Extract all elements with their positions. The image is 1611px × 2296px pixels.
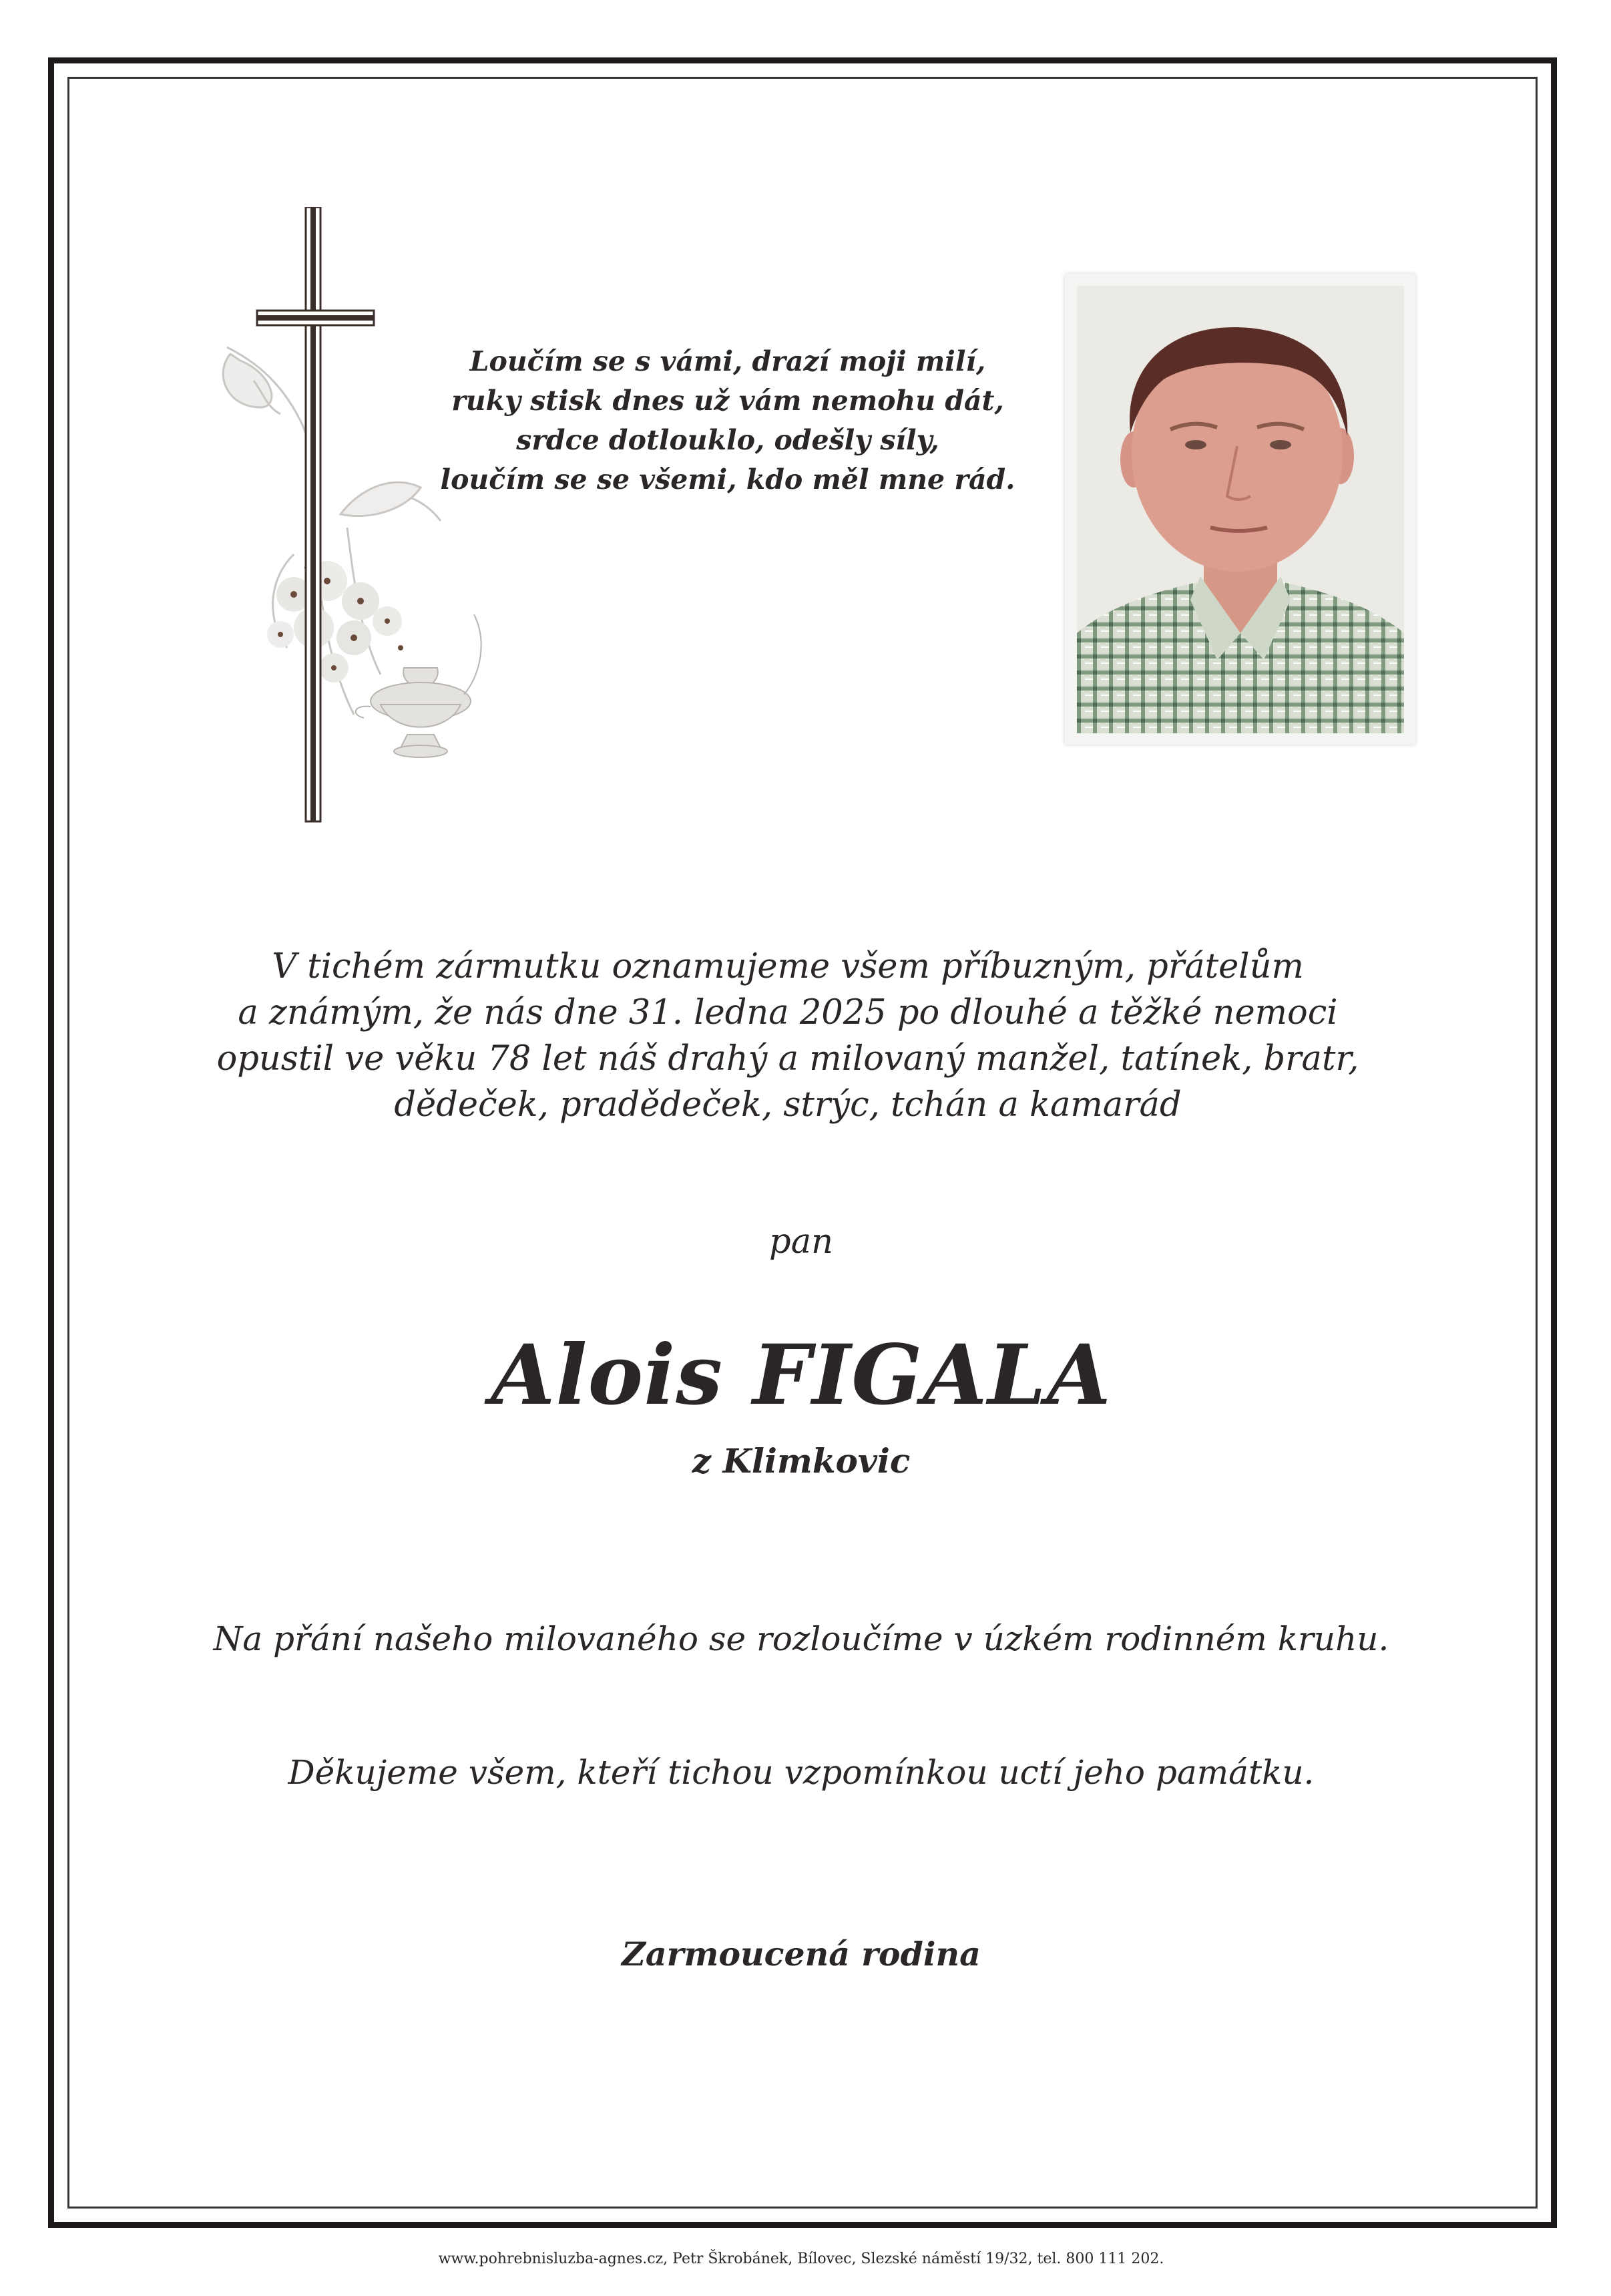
family-signature: Zarmoucená rodina: [622, 1935, 981, 1973]
announcement-line: opustil ve věku 78 let náš drahý a milovaný manžel, tatínek, bratr,: [216, 1039, 1359, 1079]
deceased-origin: z Klimkovic: [692, 1441, 911, 1481]
deceased-name: Alois FIGALA: [491, 1327, 1112, 1424]
funeral-service-footer: www.pohrebnisluzba-agnes.cz, Petr Škrobánek, Bílovec, Slezské náměstí 19/32, tel. 800 111 202.: [438, 2251, 1164, 2267]
funeral-wish: Na přání našeho milovaného se rozloučíme v úzkém rodinném kruhu.: [213, 1619, 1389, 1658]
verse-line: loučím se se všemi, kdo měl mne rád.: [440, 463, 1015, 496]
verse-line: Loučím se s vámi, drazí moji milí,: [469, 345, 986, 377]
verse-line: srdce dotlouklo, odešly síly,: [516, 424, 939, 456]
farewell-verse: [427, 342, 1028, 500]
announcement-line: a známým, že nás dne 31. ledna 2025 po dlouhé a těžké nemoci: [238, 993, 1338, 1032]
verse-line: ruky stisk dnes už vám nemohu dát,: [451, 385, 1004, 417]
oil-lamp-icon: [356, 614, 481, 757]
portrait-photo: [1077, 286, 1404, 733]
memorial-cross-illustration: [200, 207, 507, 828]
thanks-note: Děkujeme všem, kteří tichou vzpomínkou uctí jeho památku.: [288, 1753, 1315, 1792]
death-announcement: [187, 944, 1389, 1128]
portrait-frame: [1065, 274, 1415, 745]
announcement-line: V tichém zármutku oznamujeme všem příbuzným, přátelům: [272, 947, 1304, 986]
salutation: pan: [769, 1222, 833, 1262]
flower-cluster: [267, 561, 403, 683]
announcement-line: dědeček, pradědeček, strýc, tchán a kamarád: [394, 1085, 1182, 1125]
